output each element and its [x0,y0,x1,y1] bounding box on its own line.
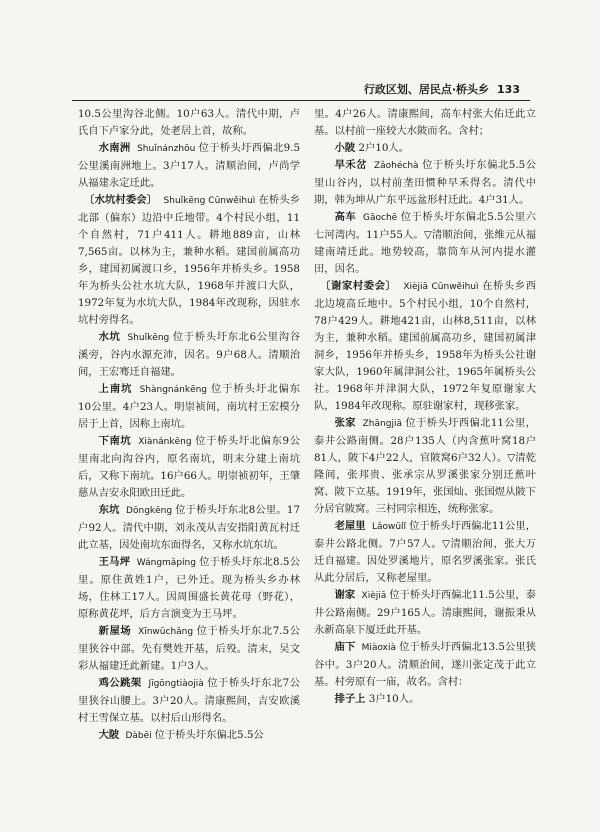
left-column [78,106,300,745]
romanization: Shàngnánkēng [139,385,208,395]
place-entry [314,140,536,157]
place-entry [314,415,536,518]
place-name: 高车 [334,211,357,223]
place-entry [314,587,536,639]
continued-text [314,106,536,140]
entry-description: 位于桥头圩北偏东9公里南北向沟谷内，原名南坑，明末分建上南坑后，又称下南坑。16户66人。明崇祯初年，王肇慈从吉安永阳欧田迁此。 [78,435,300,499]
romanization: Xiànánkēng [138,437,192,447]
place-name: 早禾岔 [334,159,368,171]
place-name: 庙下 [334,641,356,653]
place-entry [314,639,536,691]
place-entry [78,623,300,675]
place-name: 大陂 [98,729,120,741]
romanization: Shuǐkēng [127,333,170,343]
entry-description: 位于桥头圩北偏东10公里。4户23人。明崇祯间，南坑村王宏模分居于上首，因称上南坑。 [78,383,301,430]
romanization: Shuǐnánzhōu [137,144,196,154]
place-name: 水坑 [98,331,121,343]
entry-description: 在桥头乡北部（偏东）边沿中丘地带。4个村民小组，11个自然村，71户411人。耕地889亩，山林7,565亩。以林为主，兼种水稻。建国前属高功乡，建国初属渡口乡，1956年并桥头乡。1958年为桥头公社水坑大队，1968年并渡口大队，1972年复为水坑大队，1984年改现称，因驻水坑村旁得名。 [78,194,300,326]
romanization: Gāochē [363,213,398,223]
place-entry [78,502,300,554]
romanization: Dōngkēng [126,506,173,516]
entry-description: 位于桥头圩东北6公里沟谷溪旁，谷内水源充沛，因名。9户68人。清顺治间，王宏骞迁自福建。 [78,331,300,378]
place-name: 下南坑 [98,435,132,447]
place-name: 〔谢家村委会〕 [320,280,397,292]
place-entry [78,329,300,381]
header-title: 行政区划、居民点·桥头乡 [363,83,490,96]
place-name: 谢家 [334,589,356,601]
place-entry [78,675,300,727]
place-entry [78,554,300,623]
place-entry [78,381,300,433]
entry-description: 位于桥头圩东偏北5.5公 [154,729,264,741]
place-entry [314,691,536,708]
entry-description: 位于桥头圩西偏北11.5公里，泰井公路南侧。29户165人。清康熙间，谢振秉从永新高泉下厦迁此开基。 [314,589,536,636]
place-name: 鸡公跳架 [98,677,142,689]
place-name: 排子上 [334,693,366,705]
place-entry [78,433,300,502]
romanization: Xīnwūchǎng [138,627,194,637]
section-entry [78,192,300,329]
entry-description: 位于桥头圩西偏北9.5公里溪南洲地上。3户17人。清顺治间，卢尚学从福建永定迁此。 [78,142,300,189]
place-name: 〔水坑村委会〕 [84,194,158,206]
entry-description: 10.5公里沟谷北侧。10户63人。清代中期，卢氏自下卢家分此，处老居上首，故称。 [78,108,300,137]
entry-description: 里。4户26人。清康熙间，高车村张大佑迁此立基。以村前一座较大水陂而名。含村； [314,108,536,137]
right-column [314,106,536,708]
place-entry [314,518,536,587]
place-name: 上南坑 [98,383,133,395]
romanization: Lǎowūlǐ [371,522,407,532]
entry-description: 在桥头乡西北边境高丘地中。5个村民小组，10个自然村，78户429人。耕地421亩，山林8,511亩，以林为主，兼种水稻。建国前属高功乡，建国初属津洞乡，1956年并桥头乡，1958年为桥头公社谢家大队，1960年属津洞公社，1965年属桥头公社。1968年并津洞大队，1972年复原谢家大队，1984年改现称。原驻谢家村，现移张家。 [314,280,536,412]
entry-description: 位于桥头圩东北8公里。17户92人。清代中期，刘永茂从吉安指阳黄瓦村迁此立基，因处南坑东面得名，又称水坑东坑。 [78,504,300,551]
romanization: Zhāngjiā [362,419,402,429]
romanization: Dàbēi [125,731,152,741]
place-name: 王马坪 [98,556,131,568]
romanization: Zǎohéchà [373,161,419,171]
place-name: 小陂 [334,142,356,154]
page-number: 133 [497,83,520,96]
entry-description: 位于桥头圩东偏北5.5公里山谷内，以村前垄田惯种早禾得名。清代中期，韩为坤从广东平远盆形村迁此。4户31人。 [314,159,536,206]
romanization: Miàoxià [361,643,397,653]
romanization: Xièjiā [361,591,387,601]
entry-description: 位于桥头圩西偏北11公里，泰井公路北侧。7户57人。▽清顺治间，张大万迁自福建。因处罗溪地片，原名罗溪张家。张氏从此分居后，又称老屋里。 [314,520,536,584]
running-header [72,76,530,101]
place-name: 张家 [334,417,356,429]
romanization: Jīgōngtiàojià [148,679,204,689]
entry-description: 位于桥头圩西偏北13.5公里狭谷中。3户20人。清顺治间，遂川张定茂于此立基。村旁原有一庙，故名。含村： [314,641,536,688]
entry-description: 位于桥头圩东北8.5公里。原住黄姓1户，已外迁。现为桥头乡办林场，住林工17人。因周围盛长黄花母（野花），原称黄花坪，后方言演变为王马坪。 [78,556,300,620]
place-name: 新屋场 [98,625,132,637]
romanization: Wángmǎpíng [136,558,196,568]
place-entry [78,727,300,745]
entry-description: 2户10人。 [358,142,410,154]
romanization: Xièjiā Cūnwěihuì [403,282,479,292]
entry-description: 位于桥头圩东北7.5公里狭谷中部。先有樊姓开基，后殁。清末，吴文彩从福建迁此新建。1户3人。 [78,625,300,672]
section-entry [314,278,536,415]
entry-description: 位于桥头圩东北7公里狭谷山腰上。3户20人。清康熙间，吉安欧溪村王雪保立基。以村后山形得名。 [78,677,300,724]
place-entry [314,209,536,278]
place-name: 老屋里 [334,520,366,532]
place-entry [314,157,536,209]
entry-description: 位于桥头圩西偏北11公里，泰井公路南侧。28户135人（内含蕉叶窝18户81人，陂下4户22人，官陂窝6户32人）。▽清乾隆间，张邦贵、张承宗从罗溪张家分别迁蕉叶窝、陂下立基。1919年，张国灿、张国煜从陂下分居官陂窝。三村同宗相连，统称张家。 [314,417,536,515]
place-entry [78,140,300,192]
place-name: 水南洲 [98,142,131,154]
place-name: 东坑 [98,504,120,516]
romanization: Shuǐkēng Cūnwěihuì [163,196,256,206]
entry-description: 位于桥头圩东偏北5.5公里六七河湾内。11户55人。▽清顺治间，张维元从福建南靖迁此。地势较高，靠筒车从河内提水灌田，因名。 [314,211,537,275]
entry-description: 3户10人。 [368,693,420,705]
continued-text [78,106,300,140]
